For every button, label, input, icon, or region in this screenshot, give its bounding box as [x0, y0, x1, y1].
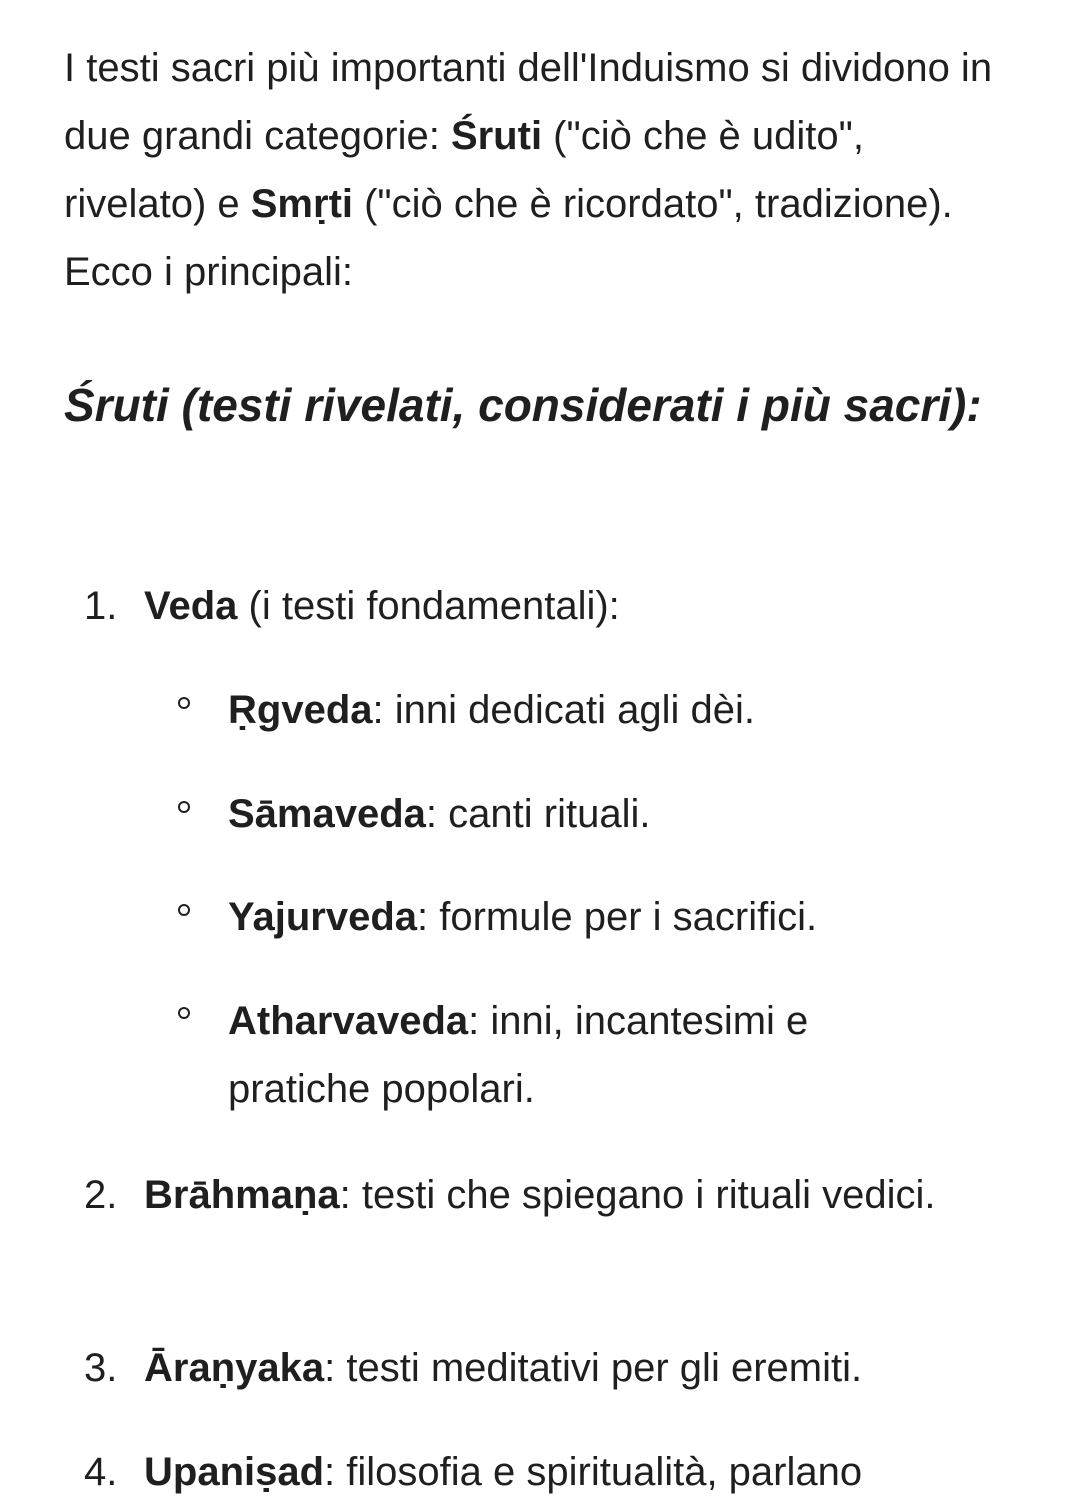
- term-brahmana: Brāhmaṇa: [144, 1173, 340, 1217]
- term-samaveda: Sāmaveda: [228, 792, 426, 836]
- intro-paragraph: [64, 34, 1014, 306]
- list-item-brahmana: [144, 1161, 944, 1229]
- term-aranyaka: Āraṇyaka: [144, 1346, 325, 1390]
- list-item-aranyaka: [144, 1334, 1024, 1402]
- sub-item-rgveda: [228, 676, 1028, 744]
- veda-description: (i testi fondamentali):: [237, 584, 620, 628]
- list-item-upanisad: [144, 1438, 1024, 1502]
- samaveda-description: : canti rituali.: [425, 792, 651, 836]
- list-item-number-2: 2.: [84, 1173, 118, 1217]
- rgveda-description: : inni dedicati agli dèi.: [372, 688, 755, 732]
- term-smrti: Smṛti: [250, 182, 353, 226]
- section-heading: Śruti (testi rivelati, considerati i più sacri):: [64, 379, 982, 431]
- term-veda: Veda: [144, 584, 238, 628]
- yajurveda-description: : formule per i sacrifici.: [417, 895, 818, 939]
- term-upanisad: Upaniṣad: [144, 1450, 325, 1494]
- list-item-number-1: 1.: [84, 584, 118, 628]
- sub-item-atharvaveda: [228, 987, 928, 1123]
- circle-bullet-icon: [178, 697, 190, 709]
- term-sruti: Śruti: [450, 114, 543, 158]
- aranyaka-description: : testi meditativi per gli eremiti.: [324, 1346, 863, 1390]
- list-item-number-3: 3.: [84, 1346, 118, 1390]
- term-atharvaveda: Atharvaveda: [228, 999, 469, 1043]
- list-item-number-4: 4.: [84, 1450, 118, 1494]
- sub-item-yajurveda: [228, 883, 1028, 951]
- sub-item-samaveda: [228, 780, 1028, 848]
- intro-text-1: I testi sacri più importanti dell'Induismo si dividono in due grandi categorie:: [64, 46, 993, 158]
- list-item-veda: [144, 572, 1024, 640]
- circle-bullet-icon: [178, 801, 190, 813]
- term-rgveda: Ṛgveda: [228, 688, 373, 732]
- intro-text-2: ("ciò che è udito", rivelato) e: [64, 114, 864, 226]
- brahmana-description: : testi che spiegano i rituali vedici.: [339, 1173, 936, 1217]
- atharvaveda-description: : inni, incantesimi e pratiche popolari.: [228, 999, 809, 1111]
- upanisad-description: : filosofia e spiritualità, parlano: [324, 1450, 863, 1494]
- circle-bullet-icon: [178, 1007, 190, 1019]
- circle-bullet-icon: [178, 904, 190, 916]
- intro-text-3: ("ciò che è ricordato", tradizione). Ecco i principali:: [64, 182, 953, 294]
- term-yajurveda: Yajurveda: [228, 895, 418, 939]
